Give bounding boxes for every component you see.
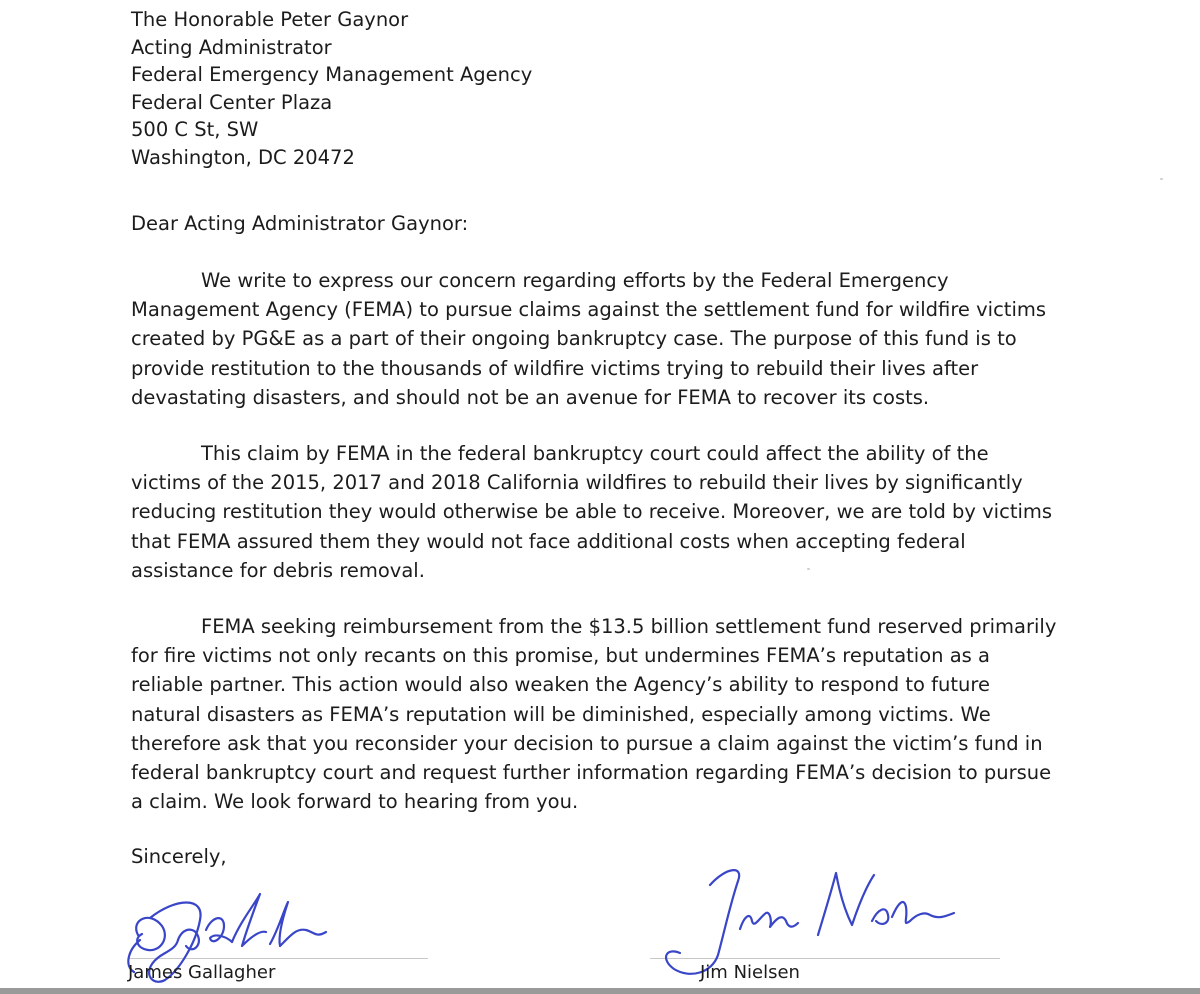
body-paragraph: This claim by FEMA in the federal bankruptcy court could affect the ability of the victims of the 2015, 2017 and 2018 California wildfires to rebuild their lives by significantly reducing restitution they would otherwise be able to receive. Moreover, we are told by victims that FEMA assured them they would not face additional costs when accepting federal assistance for debris removal. (131, 442, 1053, 582)
recipient-street: 500 C St, SW (131, 118, 259, 142)
salutation: Dear Acting Administrator Gaynor: (131, 212, 469, 235)
recipient-title: Acting Administrator (131, 35, 332, 59)
body-paragraph: FEMA seeking reimbursement from the $13.5 billion settlement fund reserved primarily for fire victims not only recants on this promise, but undermines FEMA’s reputation as a reliable partner. This action would also weaken the Agency’s ability to respond to future natural disasters as FEMA’s reputation will be diminished, especially among victims. We therefore ask that you reconsider your decision to pursue a claim against the victim’s fund in federal bankruptcy court and request further information regarding FEMA’s decision to pursue a claim. We look forward to hearing from you. (131, 615, 1057, 814)
page-bottom-edge (0, 988, 1200, 994)
recipient-building: Federal Center Plaza (131, 90, 333, 114)
scan-speck (807, 568, 810, 570)
signatory-name: Jim Nielsen (700, 962, 800, 983)
recipient-agency: Federal Emergency Management Agency (131, 63, 533, 87)
signatory-name: James Gallagher (128, 962, 276, 983)
scan-speck (1160, 178, 1163, 180)
closing: Sincerely, (131, 845, 227, 868)
body-paragraph: We write to express our concern regarding efforts by the Federal Emergency Management Agency (FEMA) to pursue claims against the settlement fund for wildfire victims created by PG&E as a part of their ongoing bankruptcy case. The purpose of this fund is to provide restitution to the thousands of wildfire victims trying to rebuild their lives after devastating disasters, and should not be an avenue for FEMA to recover its costs. (131, 269, 1047, 409)
recipient-name: The Honorable Peter Gaynor (131, 8, 409, 31)
recipient-city: Washington, DC 20472 (131, 145, 355, 169)
signature-jim-nielsen (640, 855, 980, 985)
recipient-address (131, 6, 532, 172)
